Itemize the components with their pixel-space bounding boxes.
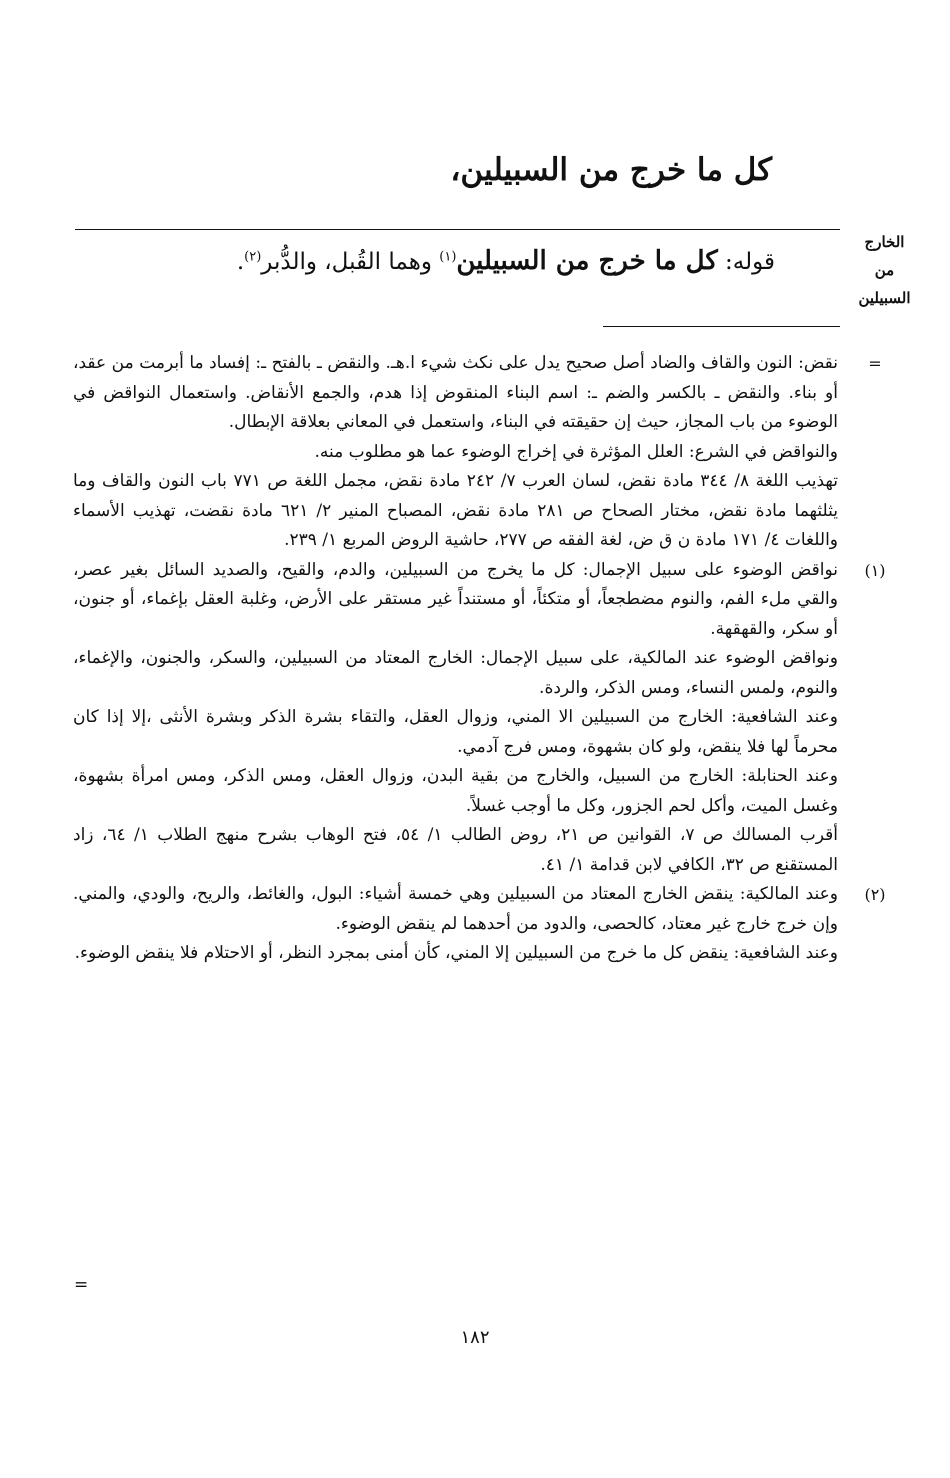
margin-label-line: السبيلين xyxy=(858,289,911,307)
header-rule xyxy=(75,229,840,230)
footnote-paragraph: وعند الشافعية: ينقض كل ما خرج من السبيلين إلا المني، كأن أمنى بمجرد النظر، أو الاحتلام فلا ينقض الوضوء. xyxy=(74,943,838,963)
footnote-paragraph: ونواقض الوضوء عند المالكية، على سبيل الإجمال: الخارج المعتاد من السبيلين، والسكر، والجنون، والإغماء، والنوم، ولمس النساء، ومس الذكر، والردة. xyxy=(73,648,838,698)
footnote-marker: = xyxy=(868,354,882,373)
footnote-ref-1: (١) xyxy=(439,249,457,265)
footnote-2 xyxy=(73,880,886,969)
footnote-paragraph: وعند المالكية: ينقض الخارج المعتاد من السبيلين وهي خمسة أشياء: البول، والغائط، والريح، والودي، والمني. وإن خرج خارج غير معتاد، كالحصى، والدود من أحدهما لم ينقض الوضوء. xyxy=(73,884,838,934)
main-text-bold: كل ما خرج من السبيلين xyxy=(456,246,718,276)
footnote-marker: (٢) xyxy=(864,885,886,904)
footnote-continued xyxy=(73,349,882,556)
margin-label-line: من xyxy=(874,261,895,279)
main-text-suffix: . xyxy=(236,249,245,275)
page-number: ١٨٢ xyxy=(460,1327,490,1348)
main-text-line xyxy=(237,243,775,279)
footnote-paragraph: وعند الشافعية: الخارج من السبيلين الا المني، وزوال العقل، والتقاء بشرة الذكر وبشرة الأنثى ،إلا إذا كان محرماً لها فلا ينقض، ولو كان بشهوة، ومس فرج آدمي. xyxy=(73,707,838,757)
footnote-paragraph: أقرب المسالك ص ٧، القوانين ص ٢١، روض الطالب ١/ ٥٤، فتح الوهاب بشرح منهج الطلاب ١/ ٦٤، زاد المستقنع ص ٣٢، الكافي لابن قدامة ١/ ٤١. xyxy=(73,825,838,875)
footnote-1 xyxy=(73,556,886,881)
footnote-paragraph: نواقض الوضوء على سبيل الإجمال: كل ما يخرج من السبيلين، والدم، والقيح، والصديد السائل بغير عصر، والقي ملء الفم، والنوم مضطجعاً، أو متكئاً، أو مستنداً غير مستقر على الأرض، وغلبة العقل بإغماء، أو جنون، أو سكر، والقهقهة. xyxy=(73,559,838,639)
footnote-separator xyxy=(603,326,840,327)
main-text-prefix: قوله: xyxy=(717,249,775,275)
footnote-paragraph: وعند الحنابلة: الخارج من السبيل، والخارج من بقية البدن، وزوال العقل، ومس الذكر، ومس امرأة بشهوة، وغسل الميت، وأكل لحم الجزور، وكل ما أوجب غسلاً. xyxy=(73,766,838,816)
footnote-paragraph: والنواقض في الشرع: العلل المؤثرة في إخراج الوضوء عما هو مطلوب منه. xyxy=(314,441,838,462)
footnote-paragraph: تهذيب اللغة ٨/ ٣٤٤ مادة نقض، لسان العرب ٧/ ٢٤٢ مادة نقض، مجمل اللغة ص ٧٧١ باب النون والقاف وما يثلثهما مادة نقض، مختار الصحاح ص ٢٨١ مادة نقض، المصباح المنير ٢/ ٦٢١ مادة نقضت، تهذيب الأسماء واللغات ٤/ ١٧١ مادة ن ق ض، لغة الفقه ص ٢٧٧، حاشية الروض المربع ١/ ٢٣٩. xyxy=(73,471,838,550)
footnotes xyxy=(73,349,886,969)
footnote-ref-2: (٢) xyxy=(244,249,262,265)
footnote-paragraph: نقض: النون والقاف والضاد أصل صحيح يدل على نكث شيء ا.هـ. والنقض ـ بالفتح ـ: إفساد ما أبرمت من عقد، أو بناء. والنقض ـ بالكسر والضم ـ: اسم البناء المنقوض إذا هدم، والجمع الأنقاض. واستعمال النواقض في الوضوء من باب المجاز، حيث إن حقيقته في البناء، واستعمل في المعاني بعلاقة الإبطال. xyxy=(73,353,838,432)
main-text-middle: وهما القُبل، والدُّبر xyxy=(261,249,440,275)
continuation-mark: = xyxy=(74,1275,89,1295)
running-header: كل ما خرج من السبيلين، xyxy=(450,152,772,188)
margin-label xyxy=(837,228,932,312)
footnote-marker: (١) xyxy=(864,560,886,580)
margin-label-line: الخارج xyxy=(864,233,905,251)
